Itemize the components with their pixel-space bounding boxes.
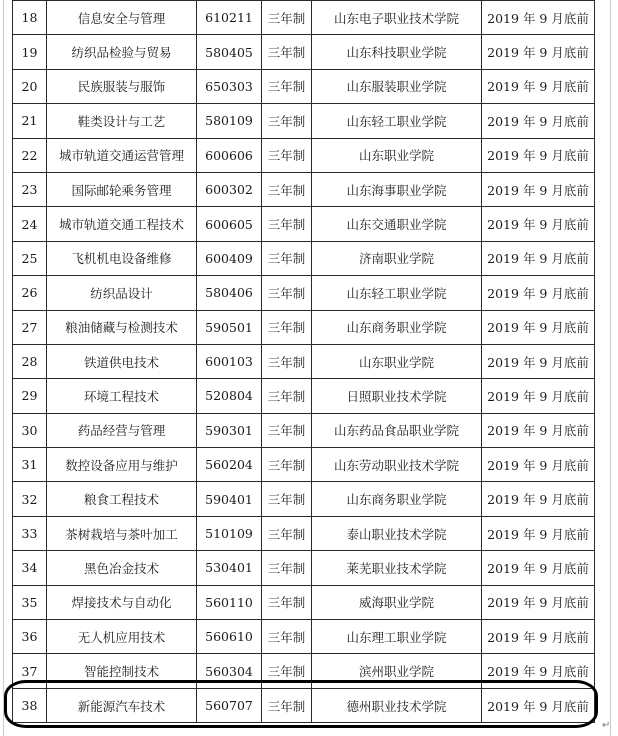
program-length-cell: 三年制 (262, 344, 312, 378)
deadline-cell: 2019 年 9 月底前 (482, 104, 595, 138)
major-code-cell: 590401 (197, 482, 262, 516)
program-length-cell: 三年制 (262, 276, 312, 310)
paragraph-return-mark: ↵ (602, 720, 611, 731)
major-code-cell: 600103 (197, 344, 262, 378)
row-number-cell: 25 (13, 241, 47, 275)
deadline-cell: 2019 年 9 月底前 (482, 585, 595, 619)
major-name-cell: 黑色冶金技术 (47, 551, 197, 585)
row-number-cell: 23 (13, 172, 47, 206)
school-name-cell: 山东轻工职业学院 (312, 104, 482, 138)
row-number-cell: 28 (13, 344, 47, 378)
page-right-border (610, 0, 611, 736)
table-row (13, 516, 595, 550)
program-length-cell: 三年制 (262, 482, 312, 516)
school-name-cell: 滨州职业学院 (312, 654, 482, 688)
major-name-cell: 铁道供电技术 (47, 344, 197, 378)
major-name-cell: 药品经营与管理 (47, 413, 197, 447)
program-length-cell: 三年制 (262, 379, 312, 413)
school-name-cell: 山东商务职业学院 (312, 310, 482, 344)
major-name-cell: 数控设备应用与维护 (47, 448, 197, 482)
deadline-cell: 2019 年 9 月底前 (482, 413, 595, 447)
major-name-cell: 纺织品设计 (47, 276, 197, 310)
deadline-cell: 2019 年 9 月底前 (482, 516, 595, 550)
major-code-cell: 600606 (197, 138, 262, 172)
deadline-cell: 2019 年 9 月底前 (482, 654, 595, 688)
row-number-cell: 31 (13, 448, 47, 482)
table-row (13, 654, 595, 688)
school-name-cell: 山东科技职业学院 (312, 35, 482, 69)
major-name-cell: 智能控制技术 (47, 654, 197, 688)
major-code-cell: 520804 (197, 379, 262, 413)
deadline-cell: 2019 年 9 月底前 (482, 620, 595, 654)
program-length-cell: 三年制 (262, 620, 312, 654)
major-name-cell: 纺织品检验与贸易 (47, 35, 197, 69)
deadline-cell: 2019 年 9 月底前 (482, 448, 595, 482)
program-length-cell: 三年制 (262, 35, 312, 69)
program-length-cell: 三年制 (262, 585, 312, 619)
major-code-cell: 560707 (197, 688, 262, 722)
major-name-cell: 粮食工程技术 (47, 482, 197, 516)
school-name-cell: 济南职业学院 (312, 241, 482, 275)
row-number-cell: 33 (13, 516, 47, 550)
deadline-cell: 2019 年 9 月底前 (482, 1, 595, 35)
row-number-cell: 30 (13, 413, 47, 447)
row-number-cell: 38 (13, 688, 47, 722)
school-name-cell: 山东职业学院 (312, 138, 482, 172)
program-length-cell: 三年制 (262, 516, 312, 550)
majors-table-body (13, 1, 595, 723)
row-number-cell: 21 (13, 104, 47, 138)
school-name-cell: 山东服装职业学院 (312, 69, 482, 103)
deadline-cell: 2019 年 9 月底前 (482, 482, 595, 516)
school-name-cell: 莱芜职业技术学院 (312, 551, 482, 585)
row-number-cell: 35 (13, 585, 47, 619)
program-length-cell: 三年制 (262, 413, 312, 447)
row-number-cell: 27 (13, 310, 47, 344)
program-length-cell: 三年制 (262, 241, 312, 275)
page-left-border (3, 0, 4, 736)
table-row (13, 413, 595, 447)
major-code-cell: 600302 (197, 172, 262, 206)
school-name-cell: 山东劳动职业技术学院 (312, 448, 482, 482)
major-code-cell: 580405 (197, 35, 262, 69)
table-row (13, 1, 595, 35)
table-row (13, 172, 595, 206)
program-length-cell: 三年制 (262, 138, 312, 172)
major-code-cell: 530401 (197, 551, 262, 585)
major-name-cell: 鞋类设计与工艺 (47, 104, 197, 138)
row-number-cell: 34 (13, 551, 47, 585)
row-number-cell: 32 (13, 482, 47, 516)
major-code-cell: 560110 (197, 585, 262, 619)
school-name-cell: 日照职业技术学院 (312, 379, 482, 413)
row-number-cell: 18 (13, 1, 47, 35)
program-length-cell: 三年制 (262, 654, 312, 688)
major-name-cell: 信息安全与管理 (47, 1, 197, 35)
row-number-cell: 22 (13, 138, 47, 172)
major-name-cell: 国际邮轮乘务管理 (47, 172, 197, 206)
table-row (13, 448, 595, 482)
major-name-cell: 焊接技术与自动化 (47, 585, 197, 619)
major-name-cell: 无人机应用技术 (47, 620, 197, 654)
school-name-cell: 泰山职业技术学院 (312, 516, 482, 550)
major-name-cell: 环境工程技术 (47, 379, 197, 413)
row-number-cell: 37 (13, 654, 47, 688)
major-code-cell: 600409 (197, 241, 262, 275)
table-row (13, 482, 595, 516)
table-row (13, 241, 595, 275)
school-name-cell: 山东职业学院 (312, 344, 482, 378)
major-code-cell: 510109 (197, 516, 262, 550)
majors-table (12, 0, 595, 723)
program-length-cell: 三年制 (262, 688, 312, 722)
major-code-cell: 610211 (197, 1, 262, 35)
row-number-cell: 24 (13, 207, 47, 241)
major-code-cell: 560304 (197, 654, 262, 688)
deadline-cell: 2019 年 9 月底前 (482, 344, 595, 378)
deadline-cell: 2019 年 9 月底前 (482, 379, 595, 413)
deadline-cell: 2019 年 9 月底前 (482, 69, 595, 103)
row-number-cell: 20 (13, 69, 47, 103)
table-row (13, 69, 595, 103)
school-name-cell: 山东电子职业技术学院 (312, 1, 482, 35)
deadline-cell: 2019 年 9 月底前 (482, 207, 595, 241)
table-row (13, 276, 595, 310)
table-row (13, 344, 595, 378)
school-name-cell: 山东理工职业学院 (312, 620, 482, 654)
program-length-cell: 三年制 (262, 448, 312, 482)
major-name-cell: 民族服装与服饰 (47, 69, 197, 103)
table-row (13, 35, 595, 69)
table-row (13, 688, 595, 722)
table-row (13, 104, 595, 138)
major-code-cell: 590301 (197, 413, 262, 447)
program-length-cell: 三年制 (262, 207, 312, 241)
table-row (13, 620, 595, 654)
school-name-cell: 山东交通职业学院 (312, 207, 482, 241)
major-code-cell: 560204 (197, 448, 262, 482)
school-name-cell: 威海职业学院 (312, 585, 482, 619)
table-row (13, 379, 595, 413)
major-name-cell: 城市轨道交通运营管理 (47, 138, 197, 172)
major-code-cell: 580406 (197, 276, 262, 310)
deadline-cell: 2019 年 9 月底前 (482, 35, 595, 69)
major-name-cell: 茶树栽培与茶叶加工 (47, 516, 197, 550)
school-name-cell: 山东药品食品职业学院 (312, 413, 482, 447)
deadline-cell: 2019 年 9 月底前 (482, 551, 595, 585)
table-row (13, 585, 595, 619)
program-length-cell: 三年制 (262, 551, 312, 585)
deadline-cell: 2019 年 9 月底前 (482, 138, 595, 172)
major-code-cell: 560610 (197, 620, 262, 654)
school-name-cell: 山东轻工职业学院 (312, 276, 482, 310)
deadline-cell: 2019 年 9 月底前 (482, 276, 595, 310)
table-row (13, 310, 595, 344)
major-code-cell: 590501 (197, 310, 262, 344)
row-number-cell: 29 (13, 379, 47, 413)
table-row (13, 551, 595, 585)
deadline-cell: 2019 年 9 月底前 (482, 241, 595, 275)
deadline-cell: 2019 年 9 月底前 (482, 172, 595, 206)
deadline-cell: 2019 年 9 月底前 (482, 688, 595, 722)
major-name-cell: 粮油储藏与检测技术 (47, 310, 197, 344)
program-length-cell: 三年制 (262, 310, 312, 344)
major-name-cell: 新能源汽车技术 (47, 688, 197, 722)
table-row (13, 207, 595, 241)
program-length-cell: 三年制 (262, 104, 312, 138)
row-number-cell: 36 (13, 620, 47, 654)
row-number-cell: 26 (13, 276, 47, 310)
major-name-cell: 城市轨道交通工程技术 (47, 207, 197, 241)
major-name-cell: 飞机机电设备维修 (47, 241, 197, 275)
school-name-cell: 德州职业技术学院 (312, 688, 482, 722)
major-code-cell: 600605 (197, 207, 262, 241)
deadline-cell: 2019 年 9 月底前 (482, 310, 595, 344)
table-row (13, 138, 595, 172)
program-length-cell: 三年制 (262, 69, 312, 103)
major-code-cell: 580109 (197, 104, 262, 138)
program-length-cell: 三年制 (262, 172, 312, 206)
major-code-cell: 650303 (197, 69, 262, 103)
program-length-cell: 三年制 (262, 1, 312, 35)
school-name-cell: 山东海事职业学院 (312, 172, 482, 206)
row-number-cell: 19 (13, 35, 47, 69)
school-name-cell: 山东商务职业学院 (312, 482, 482, 516)
